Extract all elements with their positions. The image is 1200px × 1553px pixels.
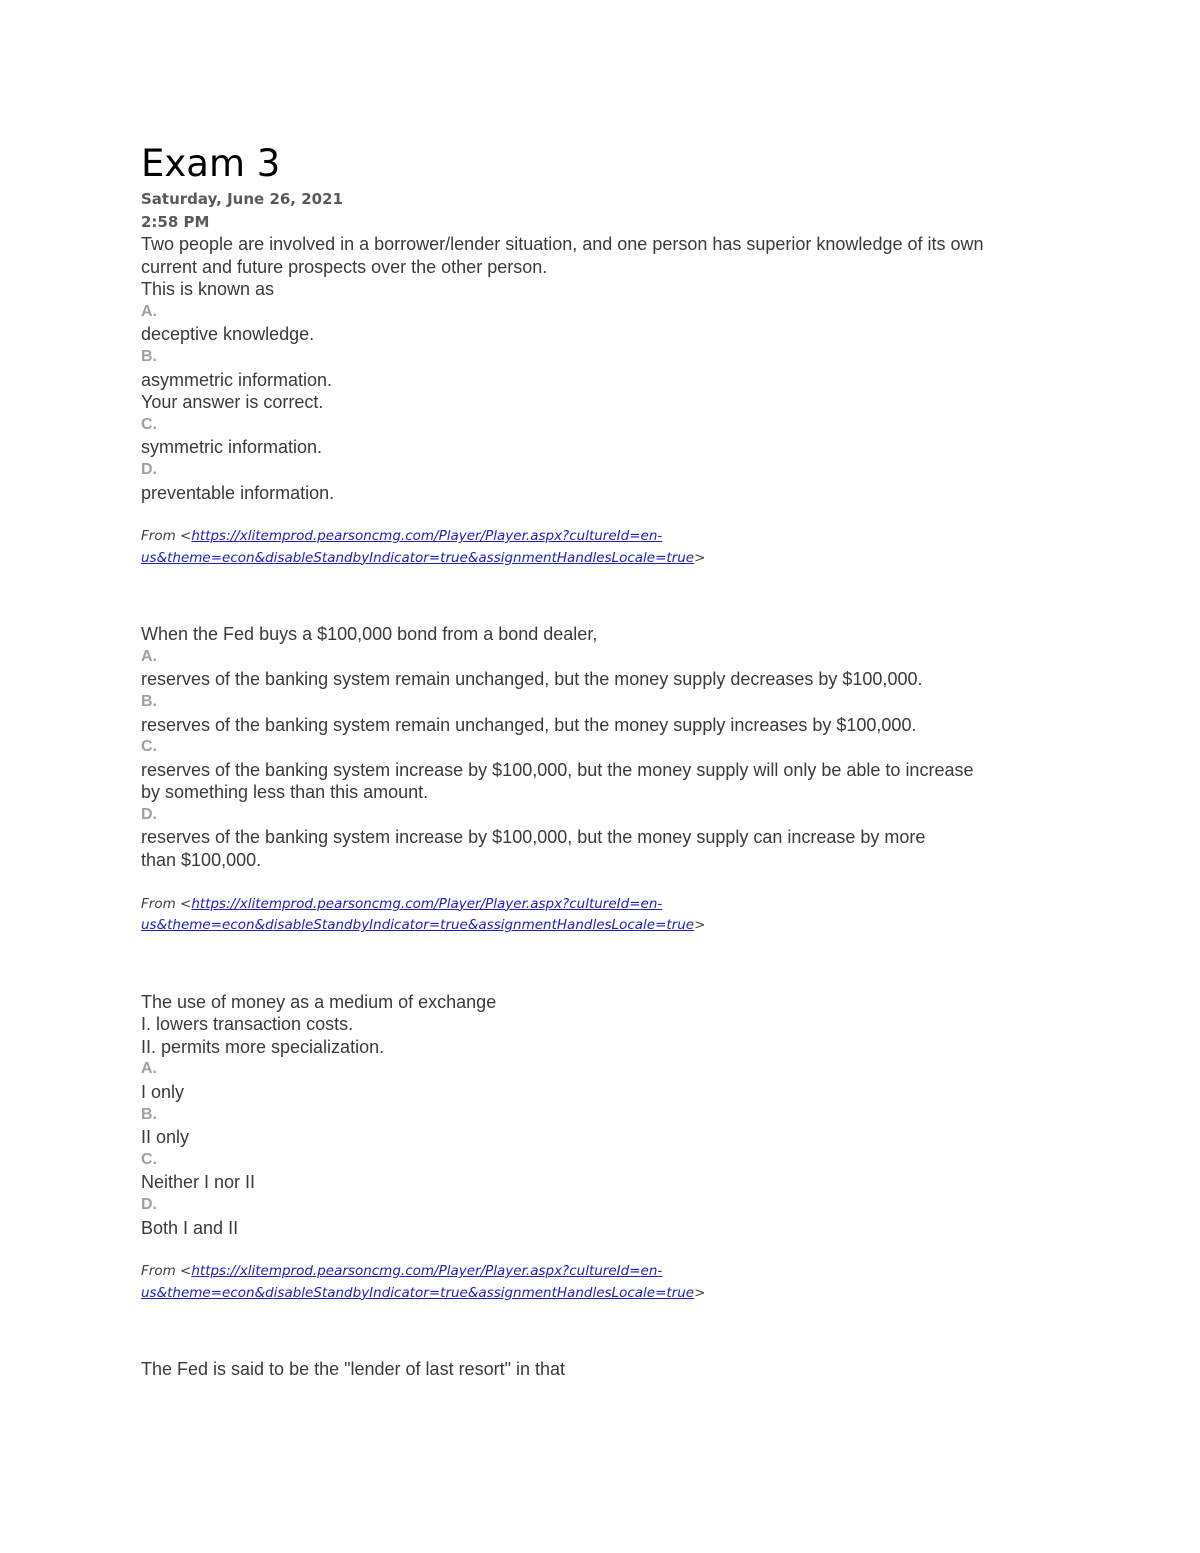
option-text: reserves of the banking system increase by $100,000, but the money supply can increase by more xyxy=(141,827,926,848)
option-letter: C. xyxy=(141,738,157,756)
option-text: deceptive knowledge. xyxy=(141,324,315,345)
source-link[interactable]: https://xlitemprod.pearsoncmg.com/Player/Player.aspx?cultureId=en- xyxy=(191,1263,663,1280)
option-text: reserves of the banking system remain unchanged, but the money supply decreases by $100,000. xyxy=(141,669,923,690)
source-prefix: From < xyxy=(141,1263,192,1280)
question-stem-line: When the Fed buys a $100,000 bond from a bond dealer, xyxy=(141,624,598,645)
option-text: reserves of the banking system increase by $100,000, but the money supply will only be able to increase xyxy=(141,759,974,780)
question-block xyxy=(141,233,1081,504)
source-link[interactable]: https://xlitemprod.pearsoncmg.com/Player/Player.aspx?cultureId=en- xyxy=(191,528,663,545)
option-letter: A. xyxy=(141,647,157,665)
source-prefix: From < xyxy=(141,528,192,545)
question-stem-line: I. lowers transaction costs. xyxy=(141,1014,354,1035)
option-text: symmetric information. xyxy=(141,437,323,458)
option-letter: C. xyxy=(141,1150,157,1168)
option-text: than $100,000. xyxy=(141,850,262,871)
option-letter: D. xyxy=(141,460,157,478)
document-page xyxy=(141,140,1081,1381)
question-list xyxy=(141,233,1081,1381)
source-suffix: > xyxy=(694,549,706,566)
source-suffix: > xyxy=(694,1284,706,1301)
source-attribution xyxy=(141,894,1081,937)
option-letter: B. xyxy=(141,347,157,365)
source-link[interactable]: us&theme=econ&disableStandbyIndicator=true&assignmentHandlesLocale=true xyxy=(141,917,695,934)
source-attribution xyxy=(141,526,1081,569)
source-attribution xyxy=(141,1261,1081,1304)
option-letter: B. xyxy=(141,1105,157,1123)
option-text: Both I and II xyxy=(141,1217,239,1238)
question-stem-line: current and future prospects over the other person. xyxy=(141,256,548,277)
option-text: II only xyxy=(141,1127,190,1148)
option-letter: A. xyxy=(141,1060,157,1078)
question-stem-line: II. permits more specialization. xyxy=(141,1036,385,1057)
question-block xyxy=(141,1358,1081,1381)
question-block xyxy=(141,991,1081,1240)
option-letter: A. xyxy=(141,302,157,320)
question-stem-line: Two people are involved in a borrower/lender situation, and one person has superior knowledge of its own xyxy=(141,234,984,254)
option-text: asymmetric information. xyxy=(141,369,333,390)
source-suffix: > xyxy=(694,917,706,934)
note-date: Saturday, June 26, 2021 xyxy=(141,190,343,208)
option-text: Your answer is correct. xyxy=(141,392,324,413)
option-text: preventable information. xyxy=(141,482,335,503)
option-text: by something less than this amount. xyxy=(141,782,429,803)
question-stem-line: This is known as xyxy=(141,279,275,300)
source-prefix: From < xyxy=(141,895,192,912)
question-stem-line: The Fed is said to be the "lender of last resort" in that xyxy=(141,1359,566,1380)
question-block xyxy=(141,623,1081,872)
source-link[interactable]: us&theme=econ&disableStandbyIndicator=true&assignmentHandlesLocale=true xyxy=(141,1284,695,1301)
option-letter: D. xyxy=(141,805,157,823)
page-title: Exam 3 xyxy=(141,142,281,185)
note-time: 2:58 PM xyxy=(141,212,210,231)
option-text: Neither I nor II xyxy=(141,1172,256,1193)
option-letter: C. xyxy=(141,415,157,433)
source-link[interactable]: https://xlitemprod.pearsoncmg.com/Player/Player.aspx?cultureId=en- xyxy=(191,895,663,912)
source-link[interactable]: us&theme=econ&disableStandbyIndicator=true&assignmentHandlesLocale=true xyxy=(141,549,695,566)
option-letter: D. xyxy=(141,1196,157,1213)
option-text: I only xyxy=(141,1082,185,1103)
option-text: reserves of the banking system remain unchanged, but the money supply increases by $100,000. xyxy=(141,714,917,735)
question-stem-line: The use of money as a medium of exchange xyxy=(141,991,497,1012)
option-letter: B. xyxy=(141,692,157,710)
